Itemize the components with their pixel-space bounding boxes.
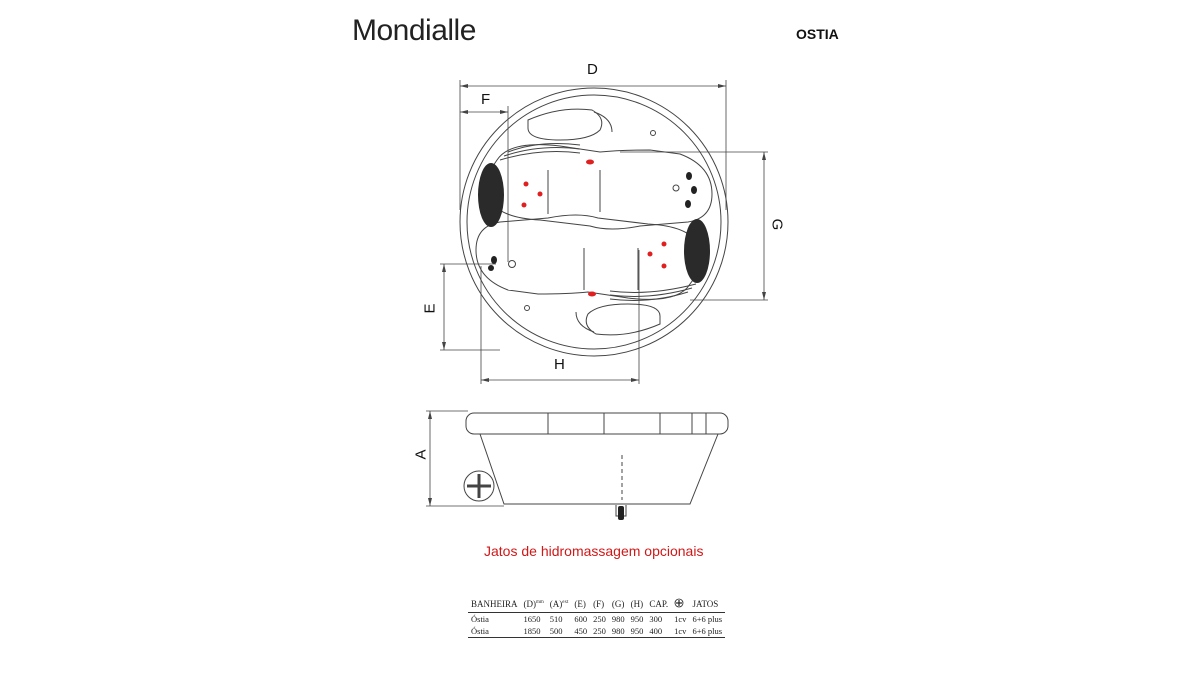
col-jatos: JATOS	[689, 597, 725, 613]
table-cell: Óstia	[468, 625, 521, 638]
col-h: (H)	[628, 597, 647, 613]
table-cell: 1cv	[674, 614, 687, 624]
dim-label-g: G	[768, 218, 786, 231]
table-cell: 6+6 plus	[689, 625, 725, 638]
table-cell: 450	[571, 625, 590, 638]
table-cell: 400	[646, 625, 671, 638]
table-cell: 980	[609, 625, 628, 638]
optional-jets-note: Jatos de hidromassagem opcionais	[484, 543, 704, 559]
dim-label-a: A	[412, 449, 430, 460]
side-shell	[480, 434, 718, 504]
table-cell: 250	[590, 625, 609, 638]
col-g: (G)	[609, 597, 628, 613]
table-cell: 500	[547, 625, 572, 638]
table-row	[468, 625, 725, 638]
table-cell: 1850	[521, 625, 547, 638]
brand-logo: Mondialle	[352, 14, 476, 47]
table-cell: 250	[593, 614, 606, 624]
col-f: (F)	[590, 597, 609, 613]
col-banheira: BANHEIRA	[468, 597, 521, 613]
col-d: $(D)^{mm}$	[521, 597, 547, 613]
dim-label-d: D	[587, 61, 598, 78]
table-cell: 600	[574, 614, 588, 624]
dim-label-f: F	[481, 91, 491, 108]
motor-symbol-icon	[671, 597, 689, 613]
spec-header-row	[468, 597, 725, 613]
lower-recess	[586, 304, 660, 335]
hydromassage-jets	[522, 160, 667, 297]
upper-recess	[528, 109, 602, 140]
dim-label-e: E	[421, 303, 439, 314]
table-cell: 950	[630, 614, 644, 624]
table-cell: 1650	[523, 614, 541, 624]
col-e: (E)	[571, 597, 590, 613]
table-cell: 300	[649, 614, 663, 624]
table-cell: 980	[611, 614, 625, 624]
table-cell: 510	[549, 614, 563, 624]
table-cell: Óstia	[471, 614, 489, 624]
table-cell: 6+6 plus	[692, 614, 723, 624]
table-cell: 1cv	[671, 625, 689, 638]
col-cap: CAP.	[646, 597, 671, 613]
spec-table	[468, 597, 725, 638]
lower-seat	[476, 215, 700, 299]
dim-label-h: H	[554, 356, 565, 373]
col-a: $(A)^{ext}$	[547, 597, 572, 613]
pillow-left	[478, 163, 504, 227]
table-row	[468, 613, 725, 626]
side-rim	[466, 413, 728, 434]
model-name: OSTIA	[796, 26, 839, 42]
drain-icon	[673, 185, 679, 191]
table-cell: 950	[628, 625, 647, 638]
pillow-right	[684, 219, 710, 283]
